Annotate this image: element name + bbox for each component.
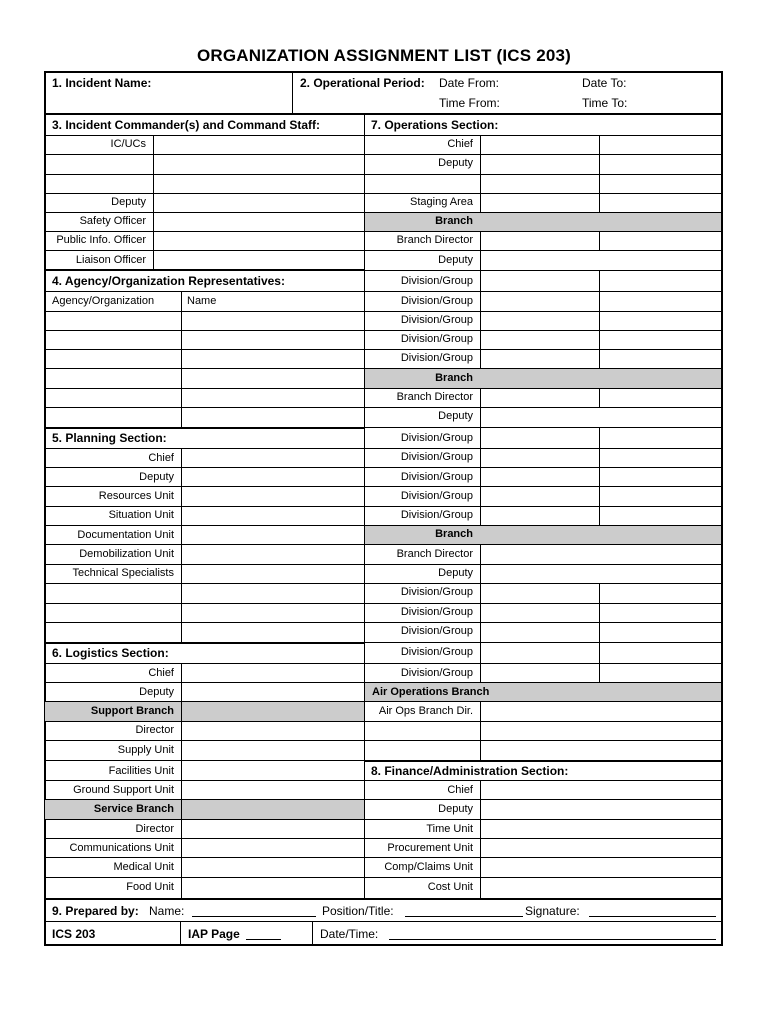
logistics-heading: 6. Logistics Section: — [52, 646, 169, 660]
division-group-label: Division/Group — [400, 509, 473, 521]
command-bottom-rule — [45, 269, 364, 271]
branch-2-director-label: Branch Director — [396, 391, 473, 403]
finance-deputy-label: Deputy — [438, 803, 473, 815]
agency-col-label: Agency/Organization — [52, 295, 155, 307]
signature-line[interactable] — [589, 916, 716, 917]
agency-bottom-rule — [45, 427, 364, 429]
division-group-label: Division/Group — [400, 432, 473, 444]
cost-unit-label: Cost Unit — [427, 881, 473, 893]
service-branch-label: Service Branch — [93, 803, 174, 815]
support-branch-label: Support Branch — [90, 705, 174, 717]
date-time-label: Date/Time: — [320, 927, 379, 941]
iap-page-label: IAP Page — [188, 927, 240, 941]
footer-mid-rule — [45, 921, 722, 922]
footer-top-rule — [44, 898, 723, 900]
prepared-name-line[interactable] — [192, 916, 316, 917]
demob-unit-label: Demobilization Unit — [79, 548, 174, 560]
facilities-unit-label: Facilities Unit — [108, 765, 174, 777]
situation-unit-label: Situation Unit — [108, 509, 174, 521]
supply-unit-label: Supply Unit — [117, 744, 174, 756]
header-bottom-rule — [44, 113, 723, 115]
planning-column-divider — [181, 448, 182, 643]
position-title-line[interactable] — [405, 916, 523, 917]
resources-unit-label: Resources Unit — [98, 490, 174, 502]
time-to-label: Time To: — [582, 96, 628, 110]
outer-border-top — [44, 71, 723, 73]
division-group-label: Division/Group — [400, 352, 473, 364]
prepared-by-label: 9. Prepared by: — [52, 904, 139, 918]
division-group-label: Division/Group — [400, 451, 473, 463]
form-id-label: ICS 203 — [52, 927, 96, 941]
pio-label: Public Info. Officer — [56, 234, 146, 246]
branch-3-director-label: Branch Director — [396, 548, 473, 560]
incident-name-label: 1. Incident Name: — [52, 76, 152, 90]
logistics-column-divider — [181, 663, 182, 899]
date-to-label: Date To: — [582, 76, 627, 90]
ops-branch-3-label: Branch — [435, 528, 473, 540]
planning-chief-label: Chief — [148, 452, 174, 464]
ic-label: IC/UCs — [110, 138, 146, 150]
air-ops-branch-label: Air Operations Branch — [372, 686, 490, 698]
prepared-name-label: Name: — [149, 904, 185, 918]
safety-officer-label: Safety Officer — [79, 215, 146, 227]
operational-period-label: 2. Operational Period: — [300, 76, 425, 90]
position-title-label: Position/Title: — [322, 904, 394, 918]
ops-deputy-label: Deputy — [438, 157, 473, 169]
division-group-label: Division/Group — [400, 646, 473, 658]
ops-branch-1-label: Branch — [435, 215, 473, 227]
agency-heading: 4. Agency/Organization Representatives: — [52, 274, 285, 288]
comp-claims-unit-label: Comp/Claims Unit — [384, 861, 473, 873]
operations-bottom-rule — [365, 760, 722, 762]
operations-heading: 7. Operations Section: — [371, 118, 499, 132]
branch-2-deputy-label: Deputy — [438, 410, 473, 422]
liaison-officer-label: Liaison Officer — [75, 254, 146, 266]
communications-unit-label: Communications Unit — [69, 842, 174, 854]
ground-support-unit-label: Ground Support Unit — [73, 784, 174, 796]
air-ops-branch-director-label: Air Ops Branch Dir. — [378, 705, 473, 717]
division-group-label: Division/Group — [400, 606, 473, 618]
branch-1-deputy-label: Deputy — [438, 254, 473, 266]
technical-specialists-label: Technical Specialists — [72, 567, 174, 579]
procurement-unit-label: Procurement Unit — [387, 842, 473, 854]
command-heading: 3. Incident Commander(s) and Command Staff: — [52, 118, 321, 132]
service-director-label: Director — [135, 823, 174, 835]
command-deputy-label: Deputy — [111, 196, 146, 208]
division-group-label: Division/Group — [400, 275, 473, 287]
logistics-deputy-label: Deputy — [139, 686, 174, 698]
ops-chief-label: Chief — [447, 138, 473, 150]
agency-name-col-label: Name — [187, 295, 217, 307]
division-group-label: Division/Group — [400, 667, 473, 679]
ops-branch-2-label: Branch — [435, 372, 473, 384]
division-group-label: Division/Group — [400, 314, 473, 326]
medical-unit-label: Medical Unit — [113, 861, 174, 873]
branch-3-deputy-label: Deputy — [438, 567, 473, 579]
outer-border-bottom — [44, 944, 723, 946]
outer-border-right — [721, 71, 723, 946]
planning-heading: 5. Planning Section: — [52, 431, 167, 445]
division-group-label: Division/Group — [400, 625, 473, 637]
finance-chief-label: Chief — [447, 784, 473, 796]
division-group-label: Division/Group — [400, 490, 473, 502]
date-time-line[interactable] — [389, 939, 716, 940]
planning-bottom-rule — [45, 642, 364, 644]
support-director-label: Director — [135, 724, 174, 736]
staging-area-label: Staging Area — [410, 196, 473, 208]
documentation-unit-label: Documentation Unit — [77, 529, 174, 541]
signature-label: Signature: — [525, 904, 580, 918]
header-divider — [292, 72, 293, 113]
division-group-label: Division/Group — [400, 471, 473, 483]
date-from-label: Date From: — [439, 76, 500, 90]
iap-page-line[interactable] — [246, 939, 281, 940]
command-heading-rule — [45, 135, 364, 136]
food-unit-label: Food Unit — [126, 881, 174, 893]
division-group-label: Division/Group — [400, 586, 473, 598]
time-from-label: Time From: — [439, 96, 500, 110]
logistics-chief-label: Chief — [148, 667, 174, 679]
form-title: ORGANIZATION ASSIGNMENT LIST (ICS 203) — [196, 46, 572, 65]
branch-1-director-label: Branch Director — [396, 234, 473, 246]
time-unit-label: Time Unit — [426, 823, 473, 835]
planning-deputy-label: Deputy — [139, 471, 174, 483]
division-group-label: Division/Group — [400, 295, 473, 307]
division-group-label: Division/Group — [400, 333, 473, 345]
finance-heading: 8. Finance/Administration Section: — [371, 764, 569, 778]
